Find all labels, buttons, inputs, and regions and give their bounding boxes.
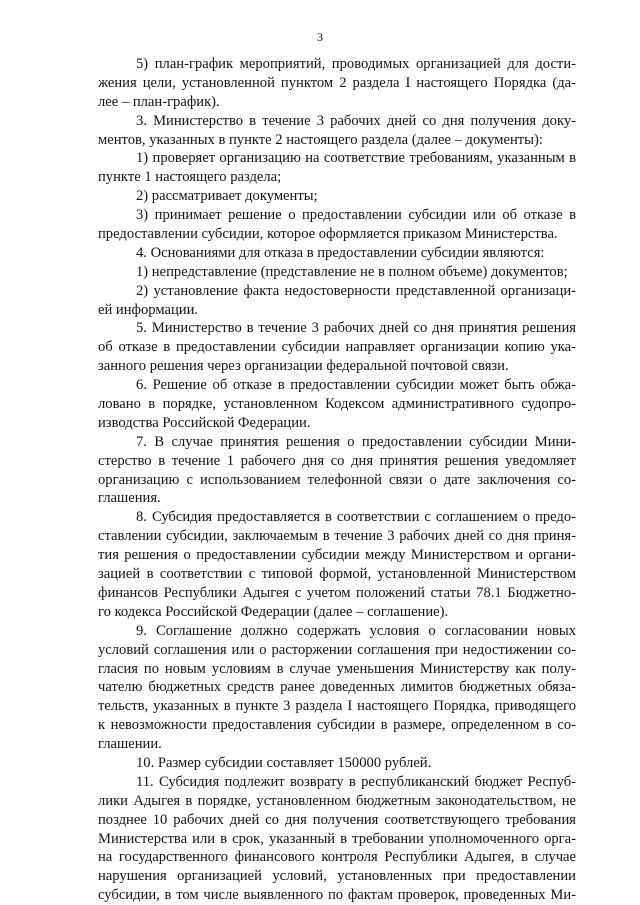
text-line: тия решения о предоставлении субсидии между Министерством и органи- bbox=[98, 547, 576, 564]
text-line: организацию с использованием телефонной связи о дате заключения со- bbox=[98, 471, 576, 488]
text-line: финансов Республики Адыгея с учетом положений статьи 78.1 Бюджетно- bbox=[98, 584, 576, 601]
text-line: Министерства или в срок, указанный в требовании уполномоченного орга- bbox=[98, 830, 576, 847]
text-line: 2) установление факта недостоверности представленной организаци- bbox=[136, 282, 576, 299]
text-line: ментов, указанных в пункте 2 настоящего раздела (далее – документы): bbox=[98, 131, 543, 148]
text-line: го кодекса Российской Федерации (далее – соглашение). bbox=[98, 603, 449, 620]
text-line: условий соглашения или о расторжении соглашения при недостижении со- bbox=[98, 641, 576, 658]
text-line: 2) рассматривает документы; bbox=[136, 188, 318, 205]
text-line: чателю бюджетных средств ранее доведенных лимитов бюджетных обяза- bbox=[98, 679, 576, 696]
text-line: зацией в соответствии с типовой формой, установленной Министерством bbox=[98, 566, 576, 583]
text-line: 3) принимает решение о предоставлении субсидии или об отказе в bbox=[136, 207, 576, 224]
document-body bbox=[98, 55, 576, 905]
text-line: пункте 1 настоящего раздела; bbox=[98, 169, 282, 186]
text-line: 5. Министерство в течение 3 рабочих дней со дня принятия решения bbox=[136, 320, 576, 337]
text-line: 9. Соглашение должно содержать условия о согласовании новых bbox=[136, 622, 576, 639]
text-line: 1) проверяет организацию на соответствие требованиям, указанным в bbox=[136, 150, 576, 167]
text-line: об отказе в предоставлении субсидии направляет организации копию ука- bbox=[98, 339, 576, 356]
text-line: 7. В случае принятия решения о предоставлении субсидии Мини- bbox=[136, 433, 576, 450]
text-line: глашении. bbox=[98, 736, 162, 753]
text-line: 6. Решение об отказе в предоставлении субсидии может быть обжа- bbox=[136, 377, 576, 394]
text-line: жения цели, установленной пунктом 2 раздела I настоящего Порядка (да- bbox=[98, 74, 576, 91]
text-line: 8. Субсидия предоставляется в соответствии с соглашением о предо- bbox=[136, 509, 576, 526]
text-line: 3. Министерство в течение 3 рабочих дней со дня получения доку- bbox=[136, 112, 576, 129]
text-line: ловано в порядке, установленном Кодексом административного судопро- bbox=[98, 396, 576, 413]
text-line: лее – план-график). bbox=[98, 93, 220, 110]
text-line: субсидии, в том числе выявленного по фактам проверок, проведенных Ми- bbox=[98, 887, 576, 904]
text-line: на государственного финансового контроля Республики Адыгея, в случае bbox=[98, 849, 576, 866]
text-line: к невозможности предоставления субсидии в размере, определенном в со- bbox=[98, 717, 576, 734]
text-line: ей информации. bbox=[98, 301, 199, 318]
text-line: позднее 10 рабочих дней со дня получения соответствующего требования bbox=[98, 811, 576, 828]
text-line: 5) план-график мероприятий, проводимых организацией для дости- bbox=[136, 56, 576, 72]
text-line: глашения. bbox=[98, 490, 161, 507]
text-line: стерство в течение 1 рабочего дня со дня принятия решения уведомляет bbox=[98, 452, 576, 469]
text-line: 1) непредставление (представление не в полном объеме) документов; bbox=[136, 263, 568, 280]
text-line: тельств, указанных в пункте 3 раздела I настоящего Порядка, приводящего bbox=[98, 698, 576, 715]
text-line: 4. Основаниями для отказа в предоставлении субсидии являются: bbox=[136, 244, 545, 261]
text-line: изводства Российской Федерации. bbox=[98, 414, 311, 431]
text-line: 10. Размер субсидии составляет 150000 рублей. bbox=[136, 754, 432, 771]
text-line: ставлении субсидии, заключаемым в течение 3 рабочих дней со дня приня- bbox=[98, 528, 576, 545]
text-line: нарушения организацией условий, установленных при предоставлении bbox=[98, 868, 576, 885]
text-line: предоставлении субсидии, которое оформляется приказом Министерства. bbox=[98, 226, 558, 243]
text-line: занного решения через организации федеральной почтовой связи. bbox=[98, 358, 509, 375]
text-line: гласия по новым условиям в случае уменьшения Министерству как полу- bbox=[98, 660, 576, 677]
text-line: 11. Субсидия подлежит возврату в республиканский бюджет Респуб- bbox=[136, 773, 576, 790]
page-number: 3 bbox=[317, 30, 323, 44]
text-line: лики Адыгея в порядке, установленном бюджетным законодательством, не bbox=[98, 792, 576, 809]
